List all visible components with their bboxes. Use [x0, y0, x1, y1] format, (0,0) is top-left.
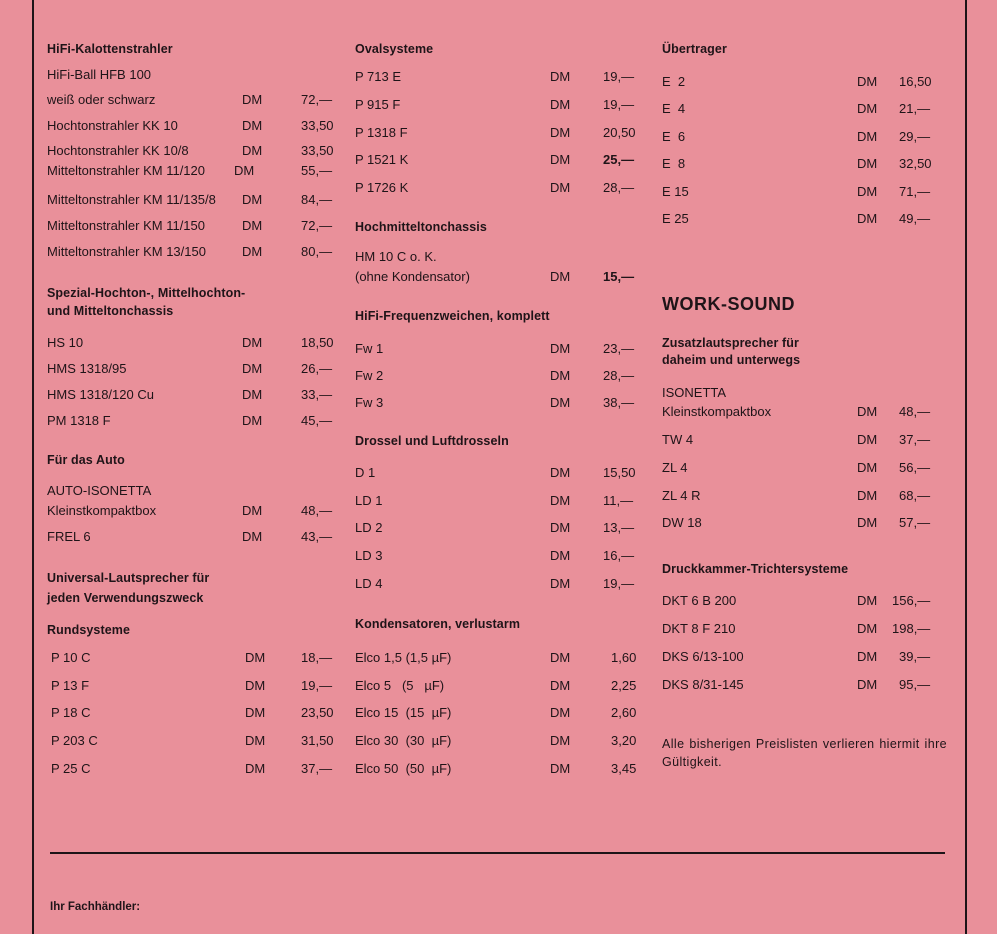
item-name: P 1318 F: [355, 125, 408, 140]
price: 2,25: [611, 678, 637, 693]
currency: DM: [550, 69, 571, 84]
heading-frequenzweichen: HiFi-Frequenzweichen, komplett: [355, 309, 550, 323]
currency: DM: [242, 92, 263, 107]
item-name: E 15: [662, 184, 689, 199]
price: 23,50: [301, 705, 334, 720]
item-name: Elco 30 (30 µF): [355, 733, 452, 748]
currency: DM: [245, 705, 266, 720]
price: 37,—: [899, 432, 931, 447]
item-name: Fw 3: [355, 395, 384, 410]
currency: DM: [242, 335, 263, 350]
currency: DM: [234, 163, 255, 178]
heading-auto: Für das Auto: [47, 453, 125, 467]
price: 84,—: [301, 192, 333, 207]
footer-rule: [50, 852, 945, 854]
currency: DM: [550, 576, 571, 591]
currency: DM: [550, 97, 571, 112]
price: 28,—: [603, 368, 635, 383]
price: 68,—: [899, 488, 931, 503]
currency: DM: [857, 404, 878, 419]
currency: DM: [245, 761, 266, 776]
item-name: Hochtonstrahler KK 10: [47, 118, 178, 133]
heading-hochmittelton: Hochmitteltonchassis: [355, 220, 487, 234]
price: 18,—: [301, 650, 333, 665]
price: 21,—: [899, 101, 931, 116]
price: 95,—: [899, 677, 931, 692]
item-name: LD 1: [355, 493, 383, 508]
price: 15,50: [603, 465, 636, 480]
currency: DM: [857, 649, 878, 664]
currency: DM: [857, 74, 878, 89]
currency: DM: [242, 529, 263, 544]
item-name: DKT 6 B 200: [662, 593, 737, 608]
currency: DM: [857, 677, 878, 692]
item-name: E 6: [662, 129, 686, 144]
item-name: E 2: [662, 74, 686, 89]
validity-note: Alle bisherigen Preislisten verlieren hiermit ihre Gültigkeit.: [662, 737, 947, 769]
page-frame: [32, 0, 967, 934]
price: 156,—: [892, 593, 931, 608]
item-name: Kleinstkompaktbox: [47, 503, 157, 518]
price: 55,—: [301, 163, 333, 178]
currency: DM: [550, 368, 571, 383]
item-hfb-100: HiFi-Ball HFB 100: [47, 67, 152, 82]
price: 38,—: [603, 395, 635, 410]
currency: DM: [245, 733, 266, 748]
price: 72,—: [301, 92, 333, 107]
item-name: Elco 15 (15 µF): [355, 705, 452, 720]
price: 3,20: [611, 733, 637, 748]
item-name: DKT 8 F 210: [662, 621, 736, 636]
price: 29,—: [899, 129, 931, 144]
price: 18,50: [301, 335, 334, 350]
price: 198,—: [892, 621, 931, 636]
item-name: Kleinstkompaktbox: [662, 404, 772, 419]
heading-spezial-1: Spezial-Hochton-, Mittelhochton-: [47, 286, 246, 300]
currency: DM: [857, 593, 878, 608]
price: 23,—: [603, 341, 635, 356]
currency: DM: [242, 413, 263, 428]
item-name: P 13 F: [51, 678, 90, 693]
price: 56,—: [899, 460, 931, 475]
price: 19,—: [603, 97, 635, 112]
heading-rundsysteme: Rundsysteme: [47, 623, 131, 637]
currency: DM: [857, 515, 878, 530]
currency: DM: [242, 192, 263, 207]
currency: DM: [857, 211, 878, 226]
currency: DM: [857, 432, 878, 447]
item-name: P 713 E: [355, 69, 402, 84]
item-auto-isonetta: AUTO-ISONETTA: [47, 483, 152, 498]
currency: DM: [242, 244, 263, 259]
heading-universal-2: jeden Verwendungszweck: [47, 591, 204, 605]
price: 13,—: [603, 520, 635, 535]
item-name: LD 2: [355, 520, 383, 535]
currency: DM: [550, 341, 571, 356]
item-name: FREL 6: [47, 529, 91, 544]
price: 49,—: [899, 211, 931, 226]
heading-hifi-kalotten: HiFi-Kalottenstrahler: [47, 42, 173, 56]
price: 1,60: [611, 650, 637, 665]
item-name: D 1: [355, 465, 376, 480]
item-name: PM 1318 F: [47, 413, 111, 428]
item-name: (ohne Kondensator): [355, 269, 470, 284]
item-name: Mitteltonstrahler KM 11/135/8: [47, 192, 216, 207]
price: 16,50: [899, 74, 932, 89]
item-hm10c: HM 10 C o. K.: [355, 249, 437, 264]
price: 33,—: [301, 387, 333, 402]
price: 37,—: [301, 761, 333, 776]
heading-spezial-2: und Mitteltonchassis: [47, 304, 174, 318]
item-name: weiß oder schwarz: [47, 92, 156, 107]
item-name: Elco 1,5 (1,5 µF): [355, 650, 452, 665]
item-name: Fw 1: [355, 341, 384, 356]
price: 15,—: [603, 269, 635, 284]
item-name: P 25 C: [51, 761, 91, 776]
currency: DM: [857, 621, 878, 636]
item-name: LD 4: [355, 576, 383, 591]
currency: DM: [242, 118, 263, 133]
item-name: E 25: [662, 211, 689, 226]
item-name: HS 10: [47, 335, 84, 350]
item-name: Mitteltonstrahler KM 13/150: [47, 244, 206, 259]
price: 26,—: [301, 361, 333, 376]
heading-universal-1: Universal-Lautsprecher für: [47, 571, 210, 585]
item-name: Elco 5 (5 µF): [355, 678, 445, 693]
price: 45,—: [301, 413, 333, 428]
currency: DM: [242, 387, 263, 402]
item-name: DKS 8/31-145: [662, 677, 744, 692]
heading-druckkammer: Druckkammer-Trichtersysteme: [662, 562, 849, 576]
currency: DM: [857, 101, 878, 116]
item-name: E 8: [662, 156, 686, 171]
currency: DM: [550, 678, 571, 693]
price: 2,60: [611, 705, 637, 720]
item-name: ZL 4 R: [662, 488, 701, 503]
item-name: TW 4: [662, 432, 694, 447]
item-name: Hochtonstrahler KK 10/8: [47, 143, 189, 158]
currency: DM: [857, 184, 878, 199]
item-name: LD 3: [355, 548, 383, 563]
currency: DM: [857, 156, 878, 171]
currency: DM: [550, 493, 571, 508]
heading-kondensatoren: Kondensatoren, verlustarm: [355, 617, 521, 631]
item-name: P 915 F: [355, 97, 401, 112]
item-isonetta: ISONETTA: [662, 385, 727, 400]
item-name: DKS 6/13-100: [662, 649, 744, 664]
heading-work-sound: WORK-SOUND: [662, 294, 795, 314]
price: 48,—: [899, 404, 931, 419]
currency: DM: [857, 129, 878, 144]
price: 16,—: [603, 548, 635, 563]
currency: DM: [242, 361, 263, 376]
heading-ovalsysteme: Ovalsysteme: [355, 42, 434, 56]
item-name: ZL 4: [662, 460, 688, 475]
heading-drossel: Drossel und Luftdrosseln: [355, 434, 509, 448]
currency: DM: [550, 733, 571, 748]
currency: DM: [550, 125, 571, 140]
item-name: Fw 2: [355, 368, 384, 383]
item-name: HMS 1318/95: [47, 361, 127, 376]
currency: DM: [242, 218, 263, 233]
price: 19,—: [301, 678, 333, 693]
price: 33,50: [301, 118, 334, 133]
heading-zusatz-1: Zusatzlautsprecher für: [662, 336, 799, 350]
item-name: HMS 1318/120 Cu: [47, 387, 154, 402]
currency: DM: [857, 460, 878, 475]
price: 11,—: [603, 493, 634, 508]
price: 31,50: [301, 733, 334, 748]
currency: DM: [550, 395, 571, 410]
price: 72,—: [301, 218, 333, 233]
heading-uebertrager: Übertrager: [662, 42, 727, 56]
item-name: Mitteltonstrahler KM 11/150: [47, 218, 205, 233]
price: 25,—: [603, 152, 635, 167]
currency: DM: [550, 705, 571, 720]
item-name: E 4: [662, 101, 686, 116]
currency: DM: [550, 548, 571, 563]
price: 80,—: [301, 244, 333, 259]
price: 57,—: [899, 515, 931, 530]
currency: DM: [242, 143, 263, 158]
item-name: DW 18: [662, 515, 702, 530]
heading-zusatz-2: daheim und unterwegs: [662, 353, 801, 367]
currency: DM: [245, 678, 266, 693]
currency: DM: [550, 520, 571, 535]
price: 71,—: [899, 184, 931, 199]
price: 48,—: [301, 503, 333, 518]
currency: DM: [550, 269, 571, 284]
currency: DM: [550, 465, 571, 480]
price: 19,—: [603, 576, 635, 591]
item-name: Mitteltonstrahler KM 11/120: [47, 163, 205, 178]
price: 33,50: [301, 143, 334, 158]
price: 43,—: [301, 529, 333, 544]
price: 20,50: [603, 125, 636, 140]
item-name: P 18 C: [51, 705, 91, 720]
currency: DM: [550, 152, 571, 167]
price: 19,—: [603, 69, 635, 84]
price: 3,45: [611, 761, 637, 776]
currency: DM: [550, 761, 571, 776]
currency: DM: [245, 650, 266, 665]
item-name: Elco 50 (50 µF): [355, 761, 452, 776]
price: 28,—: [603, 180, 635, 195]
currency: DM: [242, 503, 263, 518]
price: 39,—: [899, 649, 931, 664]
item-name: P 10 C: [51, 650, 91, 665]
item-name: P 1521 K: [355, 152, 409, 167]
currency: DM: [550, 180, 571, 195]
price: 32,50: [899, 156, 932, 171]
dealer-label: Ihr Fachhändler:: [50, 901, 141, 913]
item-name: P 1726 K: [355, 180, 409, 195]
item-name: P 203 C: [51, 733, 98, 748]
currency: DM: [857, 488, 878, 503]
currency: DM: [550, 650, 571, 665]
